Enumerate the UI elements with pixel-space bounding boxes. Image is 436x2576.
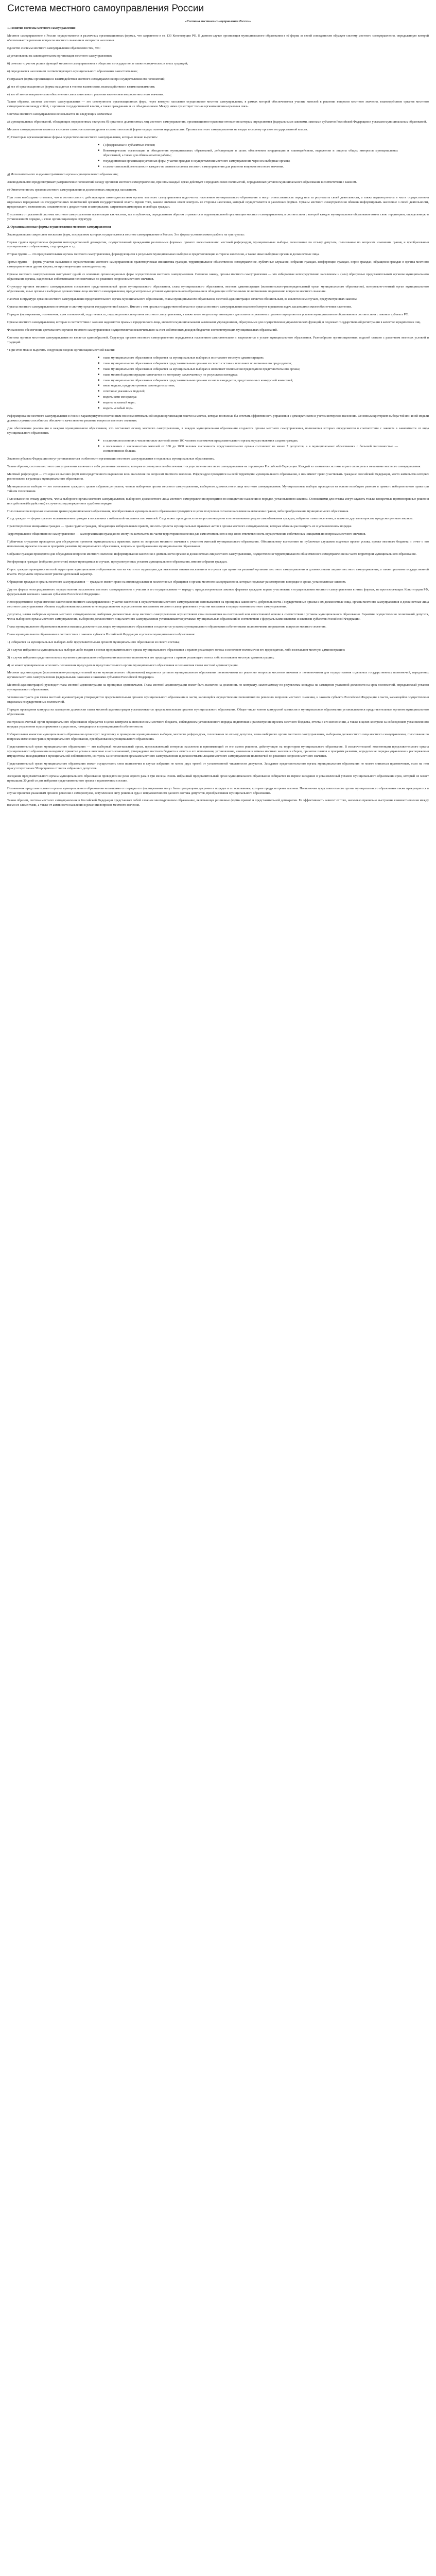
paragraph: д) Исполнительного и административного органа муниципального образования; bbox=[7, 172, 118, 176]
paragraph: Глава муниципального образования является высшим должностным лицом муниципального образования и наделяется уставом муниципального образования собственными полномочиями по решению вопросов местного значения. bbox=[7, 624, 326, 629]
paragraph: б) сочетает с учетом роли и функций местного самоуправления в обществе и государстве, в также исторических и иных традиций; bbox=[7, 61, 188, 65]
paragraph: Контрольно-счетный орган муниципального образования образуется в целях контроля за исполнением местного бюджета, соблюдением установленного порядка подготовки и рассмотрения проекта местного бюджета, отчета о его исполнении, а также в целях контроля за соблюдением установленного порядка управления и распоряжения имуществом, находящимся в муниципальной собственности. bbox=[7, 720, 429, 729]
paragraph: Голосование по вопросам изменения границ муниципального образования, преобразования муниципального образования проводится в целях получения согласия населения на изменение границ либо преобразование муниципального образования. bbox=[7, 509, 349, 513]
section-heading: 1. Понятие системы местного самоуправления bbox=[7, 26, 76, 30]
paragraph: Третья группа — формы участия населения в осуществлении местного самоуправления: правотворческая инициатива граждан, территориальное общественное самоуправление, публичные слушания, собрания граждан, конференции граждан, опрос граждан, обращения граждан в органы местного самоуправления и другие формы, не противоречащие законодательству. bbox=[7, 260, 429, 269]
paragraph: Опрос граждан проводится на всей территории муниципального образования или на части его территории для выявления мнения населения и его учета при принятии решений органами местного самоуправления и должностными лицами местного самоуправления, а также органами государственной власти. Результаты опроса носят рекомендательный характер. bbox=[7, 568, 429, 577]
list-item: ■ модель сити-менеджера; bbox=[98, 395, 429, 400]
paragraph: е) все её звенья направлены на обеспечение самостоятельного решения населением вопросов местного значения. bbox=[7, 92, 164, 96]
paragraph: Финансовое обеспечение деятельности органов местного самоуправления осуществляется исключительно за счет собственных доходов бюджетов соответствующих муниципальных образований. bbox=[7, 328, 278, 332]
page-title: Система местного самоуправления России bbox=[7, 3, 204, 14]
paragraph: Таким образом, система местного самоуправления в Российской Федерации представляет собой сложное многоуровневое образование, включающее различные формы прямой и представительной демократии. Ее эффективность зависит от того, насколько правильно выстроены взаимоотношения между всеми ее элементами, а также от активности населения в решении вопросов местного значения. bbox=[7, 799, 429, 807]
paragraph: Местное самоуправление в России осуществляется в различных организационных формах, что закреплено в ст. 130 Конституции РФ. В данном случае организация муниципального образования в её форма за своей совокупности образует систему местного самоуправления, определенную которой обеспечивается решение вопросов местного значения и интересов населения. bbox=[7, 33, 429, 42]
paragraph: Сход граждан — форма прямого волеизъявления граждан в поселениях с небольшой численностью жителей. Сход может проводиться по вопросам введения и использования средств самообложения граждан, избрания главы поселения, а также по другим вопросам, предусмотренным законом. bbox=[7, 517, 413, 521]
paragraph: При этом необходимо отметить, что в соответствии с действующим законодательством органы местного самоуправления подотчетны населению муниципального образования и несут ответственность перед ним за результаты своей деятельности, а также подконтрольны в части осуществления отдельных переданных им государственных полномочий органам государственной власти. Кроме того, важное значение имеет контроль со стороны населения, который осуществляется в различных формах. Органы местного самоуправления обязаны информировать население о своей деятельности, предоставлять возможность ознакомления с документами и материалами, затрагивающими права и свободы граждан. bbox=[7, 195, 429, 209]
section-heading: 2. Организационные формы осуществления местного самоуправления bbox=[7, 225, 111, 229]
paragraph: Обращения граждан в органы местного самоуправления — граждане имеют право на индивидуальные и коллективные обращения в органы местного самоуправления, которые подлежат рассмотрению в порядке и сроки, установленные законом. bbox=[7, 580, 346, 584]
paragraph: В) Некоторые организационные формы осуществления местного самоуправления, которые можно выделить: bbox=[7, 135, 158, 140]
paragraph: г) отражает формы организации и взаимодействия местного самоуправления при осуществлении его полномочий; bbox=[7, 77, 166, 81]
paragraph: Система органов местного самоуправления не является единообразной. Структура органов местного самоуправления определяется населением самостоятельно и закрепляется в уставе муниципального образования. Разнообразие организационных моделей связано с различием местных условий и традиций. bbox=[7, 335, 429, 344]
paragraph: Полномочия представительного органа муниципального образования независимо от порядка его формирования могут быть прекращены досрочно в порядке и по основаниям, которые предусмотрены законом. Полномочия представительного органа муниципального образования также прекращаются в случае принятия указанным органом решения о самороспуске, вступления в силу решения суда о неправомочности данного состава депутатов, преобразования муниципального образования. bbox=[7, 786, 429, 795]
list-item: ■ глава муниципального образования избирается на муниципальных выборах и исполняет полномочия председателя представительного органа; bbox=[98, 367, 429, 372]
paragraph: Непосредственное осуществление населением местного самоуправления и участие населения в осуществлении местного самоуправления основываются на принципах законности, добровольности. Государственные органы и их должностные лица, органы местного самоуправления и должностные лица местного самоуправления обязаны содействовать населению в непосредственном осуществлении населением местного самоуправления и участии населения в осуществлении местного самоуправления. bbox=[7, 600, 429, 608]
paragraph: 4) не может одновременно исполнять полномочия председателя представительного органа муниципального образования и полномочия главы местной администрации. bbox=[7, 663, 239, 667]
paragraph: Органы местного самоуправления не входят в систему органов государственной власти. Вместе с тем органы государственной власти и органы местного самоуправления взаимодействуют в решении задач, касающихся жизнеобеспечения населения. bbox=[7, 305, 352, 309]
paragraph: а) установлены на законодательном организация местного самоуправления; bbox=[7, 54, 112, 58]
list-item: ■ модель «сильный мэр»; bbox=[98, 401, 429, 405]
paragraph: Муниципальные выборы — это голосование граждан с целью избрания депутатов, членов выборного органа местного самоуправления, выборного должностного лица местного самоуправления. Муниципальные выборы проводятся на основе всеобщего равного и прямого избирательного права при тайном голосовании. bbox=[7, 484, 429, 493]
list-item: ■ модель «слабый мэр». bbox=[98, 406, 429, 411]
document-body bbox=[7, 26, 429, 808]
paragraph: Голосование по отзыву депутата, члена выборного органа местного самоуправления, выборного должностного лица местного самоуправления проводится по инициативе населения в порядке, установленном законом. Основаниями для отзыва могут служить только конкретные противоправные решения или действия (бездействие) в случае их подтверждения в судебном порядке. bbox=[7, 497, 429, 505]
paragraph: Таким образом, система местного самоуправления — это совокупность организационных форм, через которую население осуществляет местное самоуправление, в рамках которой обеспечивается участие жителей в решении вопросов местного значения, взаимодействие органов местного самоуправления между собой, с органами государственной власти, а также гражданами и их объединениями. Между ними существует тесная организационно-правовая связь. bbox=[7, 100, 429, 109]
paragraph: Другие формы непосредственного осуществления населением местного самоуправления и участия в его осуществлении — наряду с предусмотренными законом формами граждане вправе участвовать в осуществлении местного самоуправления в иных формах, не противоречащих Конституции РФ, федеральным законам и законам субъектов Российской Федерации. bbox=[7, 588, 429, 596]
paragraph: Таким образом, система местного самоуправления включает в себя различные элементы, которые в совокупности обеспечивают осуществление местного самоуправления на территории Российской Федерации. Каждый из элементов системы играет свою роль в механизме местного самоуправления. bbox=[7, 464, 422, 468]
paragraph: Местное самоуправление является в системе самостоятельного уровня в самостоятельной форме осуществления народовластия. Органы местного самоуправления не входят в систему органов государственной власти. bbox=[7, 128, 308, 132]
paragraph: Законодательство закрепляет несколько форм, посредством которых осуществляется местное самоуправление в России. Эти формы условно можно разбить на три группы: bbox=[7, 232, 245, 236]
paragraph: Избирательная комиссия муниципального образования организует подготовку и проведение муниципальных выборов, местного референдума, голосования по отзыву депутата, члена выборного органа местного самоуправления, выборного должностного лица местного самоуправления, голосования по вопросам изменения границ муниципального образования, преобразования муниципального образования. bbox=[7, 732, 429, 741]
paragraph: Органы местного самоуправления выступают одной из основных организационных форм осуществления местного самоуправления. Согласно закону, органы местного самоуправления — это избираемые непосредственно населением и (или) образуемые представительным органом муниципального образования органы, наделенные собственными полномочиями по решению вопросов местного значения. bbox=[7, 273, 429, 281]
paragraph: • При этом можно выделить следующие модели организации местной власти: bbox=[7, 348, 115, 352]
paragraph: Территориальное общественное самоуправление — самоорганизация граждан по месту их жительства на части территории поселения для самостоятельного и под свою ответственность осуществления собственных инициатив по вопросам местного значения. bbox=[7, 532, 366, 536]
list-item: ■ в поселениях с численностью жителей от 100 до 1000 человек численность представительного органа составляет не менее 7 депутатов, а в муниципальных образованиях с большей численностью — соответственно больше. bbox=[98, 445, 429, 454]
paragraph: д) все её организационные формы находятся в тесном взаимосвязи, взаимодействии и взаимозависимости; bbox=[7, 84, 155, 89]
bullet-list bbox=[7, 143, 429, 170]
paragraph: Законом субъекта Федерации могут устанавливаться особенности организации местного самоуправления в отдельных муниципальных образованиях. bbox=[7, 456, 215, 461]
paragraph: е) Ответственность органов местного самоуправления и должностных лиц перед населением. bbox=[7, 188, 137, 192]
list-item: ■ глава муниципального образования избирается на муниципальных выборах и возглавляет местную администрацию; bbox=[98, 356, 429, 361]
paragraph: Собрание граждан проводится для обсуждения вопросов местного значения, информирования населения о деятельности органов и должностных лиц местного самоуправления, осуществления территориального общественного самоуправления на части территории муниципального образования. bbox=[7, 552, 417, 556]
paragraph: Правотворческая инициатива граждан — право группы граждан, обладающих избирательным правом, вносить проекты муниципальных правовых актов в органы местного самоуправления, которые обязаны рассмотреть их в установленном порядке. bbox=[7, 524, 353, 529]
bullet-list bbox=[7, 356, 429, 412]
paragraph: Местной администрацией руководит глава местной администрации на принципах единоначалия. Глава местной администрации может быть назначен на должность по контракту, заключаемому по результатам конкурса на замещение указанной должности на срок полномочий, определяемый уставом муниципального образования. bbox=[7, 683, 429, 692]
paragraph: Порядок проведения конкурса на замещение должности главы местной администрации устанавливается представительным органом муниципального образования. Общее число членов конкурсной комиссии в муниципальном образовании устанавливается представительным органом муниципального образования. bbox=[7, 708, 429, 717]
list-item: ■ глава муниципального образования избирается представительным органом из числа кандидатов, представленных конкурсной комиссией; bbox=[98, 379, 429, 383]
paragraph: Для обеспечения реализации в каждом муниципальном образовании, что составляет основу местного самоуправления, в каждом муниципальном образовании создаются органы местного самоуправления, полномочия которых определяются в соответствии с законом в зависимости от вида муниципального образования. bbox=[7, 427, 429, 435]
list-item: ■ 1) федеральные и субъектные Россия; bbox=[98, 143, 429, 148]
paragraph: Глава муниципального образования в соответствии с законом субъекта Российской Федерации и уставом муниципального образования: bbox=[7, 632, 196, 636]
paragraph: Местная администрация (исполнительно-распорядительный орган муниципального образования) наделяется уставом муниципального образования полномочиями по решению вопросов местного значения и полномочиями для осуществления отдельных государственных полномочий, переданных органам местного самоуправления федеральными законами и законами субъектов Российской Федерации. bbox=[7, 671, 429, 680]
list-item: ■ в самостоятельной деятельности каждого из звеньев системы местного самоуправления для решения вопросов местного значения. bbox=[98, 165, 429, 170]
paragraph: Представительный орган муниципального образования может осуществлять свои полномочия в случае избрания не менее двух третей от установленной численности депутатов. Заседание представительного органа муниципального образования не может считаться правомочным, если на нем присутствует менее 50 процентов от числа избранных депутатов. bbox=[7, 761, 429, 770]
paragraph: 1) избирается на муниципальных выборах либо представительным органом муниципального образования из своего состава; bbox=[7, 640, 180, 644]
paragraph: Депутаты, члены выборных органов местного самоуправления, выборные должностные лица местного самоуправления осуществляют свои полномочия на постоянной или непостоянной основе в соответствии с уставом муниципального образования. Гарантии осуществления полномочий депутата, члена выборного органа местного самоуправления, выборного должностного лица местного самоуправления устанавливаются уставами муниципальных образований в соответствии с федеральными законами и законами субъектов Российской Федерации. bbox=[7, 612, 429, 621]
paragraph: Представительный орган муниципального образования — это выборный коллегиальный орган, представляющий интересы населения и принимающий от его имени решения, действующие на территории муниципального образования. В исключительной компетенции представительного органа муниципального образования находятся: принятие устава и внесение в него изменений, утверждение местного бюджета и отчета о его исполнении, установление, изменение и отмена местных налогов и сборов, принятие планов и программ развития, определение порядка управления и распоряжения имуществом, находящимся в муниципальной собственности, контроль за исполнением органами местного самоуправления и должностными лицами местного самоуправления полномочий по решению вопросов местного значения. bbox=[7, 744, 429, 758]
paragraph: 3) в случае избрания представительным органом муниципального образования исполняет полномочия его председателя с правом решающего голоса либо возглавляет местную администрацию; bbox=[7, 655, 274, 659]
paragraph: Структуру органов местного самоуправления составляют представительный орган муниципального образования, глава муниципального образования, местная администрация (исполнительно-распорядительный орган муниципального образования), контрольно-счетный орган муниципального образования, иные органы и выборные должностные лица местного самоуправления, предусмотренные уставом муниципального образования и обладающие собственными полномочиями по решению вопросов местного значения. bbox=[7, 285, 429, 294]
paragraph: Публичные слушания проводятся для обсуждения проектов муниципальных правовых актов по вопросам местного значения с участием жителей муниципального образования. Обязательному вынесению на публичные слушания подлежат проект устава, проект местного бюджета и отчет о его исполнении, проекты планов и программ развития муниципального образования, вопросы о преобразовании муниципального образования. bbox=[7, 540, 429, 549]
paragraph: Вторая группа — это представительные органы местного самоуправления, формирующиеся в результате муниципальных выборов и представляющие интересы населения, а также иные выборные органы и должностные лица. bbox=[7, 252, 320, 257]
paragraph: в) определяется населением соответствующего муниципального образования самостоятельно; bbox=[7, 69, 138, 73]
list-item: ■ иные модели, предусмотренные законодательством; bbox=[98, 384, 429, 388]
list-item: ■ государственная организация уставных форм, участие граждан в осуществлении местного самоуправления через их выборные органы; bbox=[98, 159, 429, 164]
paragraph: 2) в случае избрания на муниципальных выборах либо входит в состав представительного органа муниципального образования с правом решающего голоса и исполняет полномочия его председателя, либо возглавляет местную администрацию; bbox=[7, 648, 345, 652]
paragraph: Органы местного самоуправления, которые в соответствии с законом наделяются правами юридического лица, являются муниципальными казенными учреждениями, образуемыми для осуществления управленческих функций, и подлежат государственной регистрации в качестве юридических лиц. bbox=[7, 320, 421, 324]
paragraph: Условия контракта для главы местной администрации утверждаются представительным органом муниципального образования в части, касающейся осуществления полномочий по решению вопросов местного значения, и законом субъекта Российской Федерации в части, касающейся осуществления отдельных государственных полномочий. bbox=[7, 696, 429, 704]
paragraph: а) муниципальных образований, обладающих определенным статусом; б) органов и должностных лиц местного самоуправления, организационно-правовые отношения которых определяются федеральными законами, законами субъектов Российской Федерации и уставами муниципальных образований. bbox=[7, 120, 427, 124]
paragraph: Наличие в структуре органов местного самоуправления представительного органа муниципального образования, главы муниципального образования, местной администрации является обязательным, за исключением случаев, предусмотренных законом. bbox=[7, 297, 358, 301]
paragraph: Порядок формирования, полномочия, срок полномочий, подотчетность, подконтрольность органов местного самоуправления, а также иные вопросы организации и деятельности указанных органов определяются уставом муниципального образования в соответствии с законом субъекта РФ. bbox=[7, 312, 409, 316]
paragraph: В условиях от указанной системы местного самоуправления организация как частная, так и публичная, определенным образом отражается в территориальной организации местного самоуправления, в соответствии с которой каждое муниципальное образование имеет свою территорию, определенную в установленном порядке, и свою организационную структуру. bbox=[7, 212, 429, 221]
paragraph: Заседания представительного органа муниципального образования проводятся не реже одного раза в три месяца. Вновь избранный представительный орган муниципального образования собирается на первое заседание в установленный уставом муниципального образования срок, который не может превышать 30 дней со дня избрания представительного органа в правомочном составе. bbox=[7, 774, 429, 783]
paragraph: Реформирование местного самоуправления в России характеризуется постоянным поиском оптимальной модели организации власти на местах, которая позволила бы сочетать эффективность управления с демократизмом и учетом интересов населения. Основным критерием выбора той или иной модели должна служить способность обеспечить качественное решение вопросов местного значения. bbox=[7, 414, 429, 423]
bullet-list bbox=[7, 439, 429, 454]
paragraph: Конференция граждан (собрание делегатов) может проводиться в случаях, предусмотренных уставом муниципального образования, вместо собрания граждан. bbox=[7, 560, 228, 564]
list-item: ■ глава местной администрации назначается по контракту, заключаемому по результатам конкурса; bbox=[98, 373, 429, 378]
list-item: ■ сочетание указанных моделей; bbox=[98, 389, 429, 394]
paragraph: Первая группа представлена формами непосредственной демократии, осуществляемой гражданами различными формами прямого волеизъявления: местный референдум, муниципальные выборы, голосование по отзыву депутата, голосование по вопросам изменения границ и преобразования муниципального образования, сход граждан и т.д. bbox=[7, 240, 429, 249]
list-item: ■ Некоммерческие организации и объединения муниципальных образований, действующие в целях обеспечения координации и взаимодействия, выражения и защиты общих интересов муниципальных образований, а также для обмена опытом работы; bbox=[98, 149, 429, 158]
document-subtitle: «Система местного самоуправления России» bbox=[185, 20, 251, 23]
list-item: ■ в сельских поселениях с численностью жителей менее 100 человек полномочия представительного органа осуществляются сходом граждан; bbox=[98, 439, 429, 444]
paragraph: Система местного самоуправления основывается на следующих элементах: bbox=[7, 112, 112, 116]
paragraph: Законодательство предусматривает разграничение полномочий между органами местного самоуправления, при этом каждый орган действует в пределах своих полномочий, определенных уставом муниципального образования в соответствии с законом. bbox=[7, 180, 357, 184]
paragraph: Единство системы местного самоуправления обусловлено тем, что: bbox=[7, 46, 101, 50]
paragraph: Местный референдум — это одна из высших форм непосредственного выражения воли населения по вопросам местного значения. Референдум проводится на всей территории муниципального образования, в нем имеют право участвовать граждане Российской Федерации, место жительства которых расположено в границах муниципального образования. bbox=[7, 472, 429, 481]
list-item: ■ глава муниципального образования избирается представительным органом из своего состава и исполняет полномочия его председателя; bbox=[98, 362, 429, 366]
